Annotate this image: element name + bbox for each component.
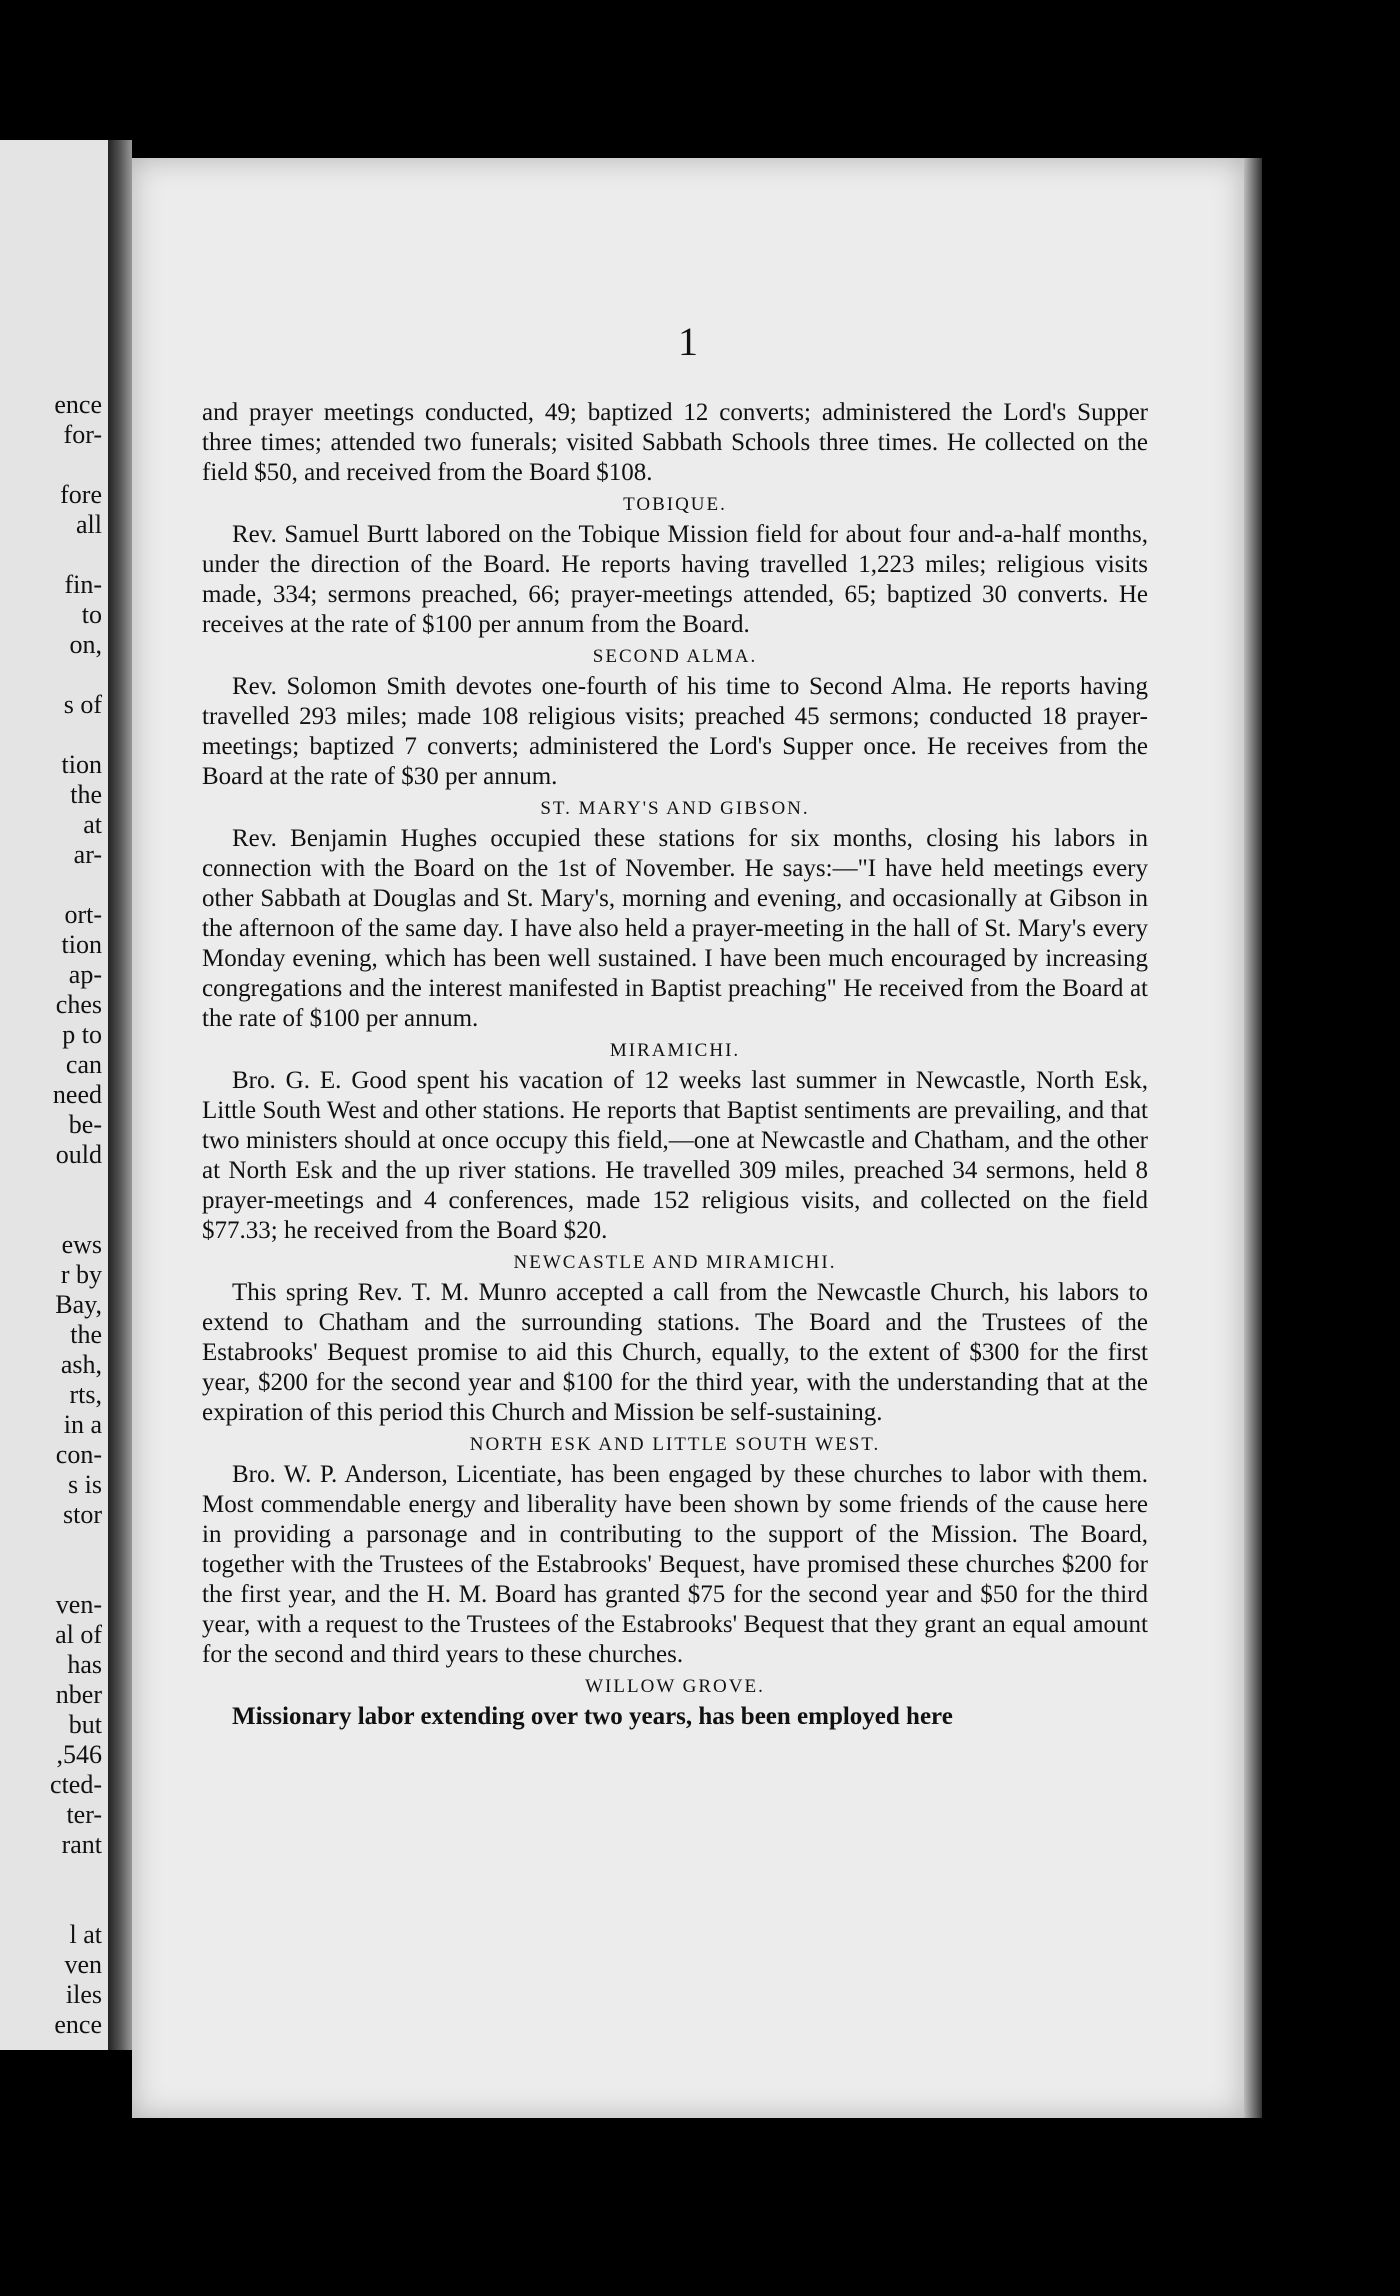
facing-page-fragment: cted-	[50, 1770, 102, 1799]
facing-page-fragment: ven	[64, 1950, 102, 1979]
facing-page-fragment: ence	[54, 390, 102, 419]
facing-page-fragment: con-	[55, 1440, 102, 1469]
facing-page-fragment: ap-	[68, 960, 102, 989]
facing-page-fragment: Bay,	[55, 1290, 102, 1319]
page-edge-shadow	[1244, 158, 1262, 2118]
facing-page-fragment	[0, 450, 102, 480]
section-text-newcastle-and-miramichi: This spring Rev. T. M. Munro accepted a call from the Newcastle Church, his labors to extend to Chatham and the surrounding stations. The Board and the Trustees of the Estabrooks' Bequest promise to aid this Church, equally, to the extent of $300 for the first year, $200 for the second year and $100 for the third year, with the understanding that at the expiration of this period this Church and Mission be self-sustaining.	[202, 1279, 1148, 1426]
facing-page-fragment: the	[70, 1320, 102, 1349]
facing-page-fragment: ches	[55, 990, 102, 1019]
section-text-st-marys-and-gibson: Rev. Benjamin Hughes occupied these stations for six months, closing his labors in connection with the Board on the 1st of November. He says:—"I have held meetings every other Sabbath at Douglas and St. Mary's, morning and evening, and occasionally at Gibson in the afternoon of the same day. I have also held a prayer-meeting in the hall of St. Mary's every Monday evening, which has been well sustained. I have been much encouraged by increasing congregations and the interest manifested in Baptist preaching" He received from the Board at the rate of $100 per annum.	[202, 825, 1148, 1032]
section-text-second-alma: Rev. Solomon Smith devotes one-fourth of his time to Second Alma. He reports having travelled 293 miles; made 108 religious visits; preached 45 sermons; conducted 18 prayer-meetings; baptized 7 converts; administered the Lord's Supper once. He receives from the Board at the rate of $30 per annum.	[202, 673, 1148, 790]
facing-page-fragment	[0, 540, 102, 570]
facing-page-fragment	[0, 1860, 102, 1890]
facing-page-fragment: s of	[63, 690, 102, 719]
facing-page-fragment: at	[83, 810, 102, 839]
facing-page-fragment: ould	[55, 1140, 102, 1169]
section-text-miramichi: Bro. G. E. Good spent his vacation of 12 weeks last summer in Newcastle, North Esk, Little South West and other stations. He reports that Baptist sentiments are prevailing, and that two ministers should at once occupy this field,—one at Newcastle and Chatham, and the other at North Esk and the up river stations. He travelled 309 miles, preached 34 sermons, held 8 prayer-meetings and 4 conferences, made 152 religious visits, and collected on the field $77.33; he received from the Board $20.	[202, 1067, 1148, 1244]
section-text-willow-grove: Missionary labor extending over two years, has been employed here	[232, 1703, 953, 1730]
facing-page-fragment: rant	[61, 1830, 102, 1859]
facing-page-fragment: the	[70, 780, 102, 809]
section-heading-second-alma: SECOND ALMA.	[592, 646, 758, 667]
facing-page-edge	[0, 140, 108, 2050]
section-text-tobique: Rev. Samuel Burtt labored on the Tobique Mission field for about four and-a-half months, under the direction of the Board. He reports having travelled 1,223 miles; religious visits made, 334; sermons preached, 66; prayer-meetings attended, 65; baptized 30 converts. He receives at the rate of $100 per annum from the Board.	[202, 521, 1148, 638]
facing-page-fragment: on,	[69, 630, 102, 659]
facing-page-fragment: for-	[63, 420, 102, 449]
book-gutter	[108, 140, 132, 2050]
facing-page-fragment: be-	[68, 1110, 102, 1139]
facing-page-fragment: has	[67, 1650, 102, 1679]
facing-page-fragment: s is	[68, 1470, 102, 1499]
facing-page-fragment: nber	[55, 1680, 102, 1709]
facing-page-fragment: r by	[60, 1260, 102, 1289]
facing-page-fragment: al of	[55, 1620, 102, 1649]
facing-page-fragment: tion	[61, 930, 102, 959]
facing-page-fragment: need	[52, 1080, 102, 1109]
facing-page-fragment: fin-	[64, 570, 102, 599]
facing-page-fragment: ash,	[60, 1350, 102, 1379]
facing-page-fragment	[0, 870, 102, 900]
facing-page-fragment	[0, 1890, 102, 1920]
section-heading-tobique: TOBIQUE.	[623, 494, 727, 515]
facing-page-fragment: tion	[61, 750, 102, 779]
facing-page-fragment: can	[65, 1050, 102, 1079]
facing-page-fragment	[0, 1170, 102, 1200]
facing-page-fragment: ,546	[56, 1740, 102, 1769]
facing-page-fragment	[0, 660, 102, 690]
document-page	[132, 158, 1244, 2118]
facing-page-fragment	[0, 1560, 102, 1590]
section-heading-miramichi: MIRAMICHI.	[609, 1040, 741, 1061]
facing-page-fragment: to	[81, 600, 102, 629]
facing-page-fragment: in a	[63, 1410, 102, 1439]
facing-page-fragment	[0, 1200, 102, 1230]
facing-page-fragment: ar-	[73, 840, 102, 869]
facing-page-fragment: ven-	[55, 1590, 102, 1619]
section-heading-willow-grove: WILLOW GROVE.	[585, 1676, 765, 1697]
facing-page-fragment: ews	[61, 1230, 102, 1259]
facing-page-fragment: all	[76, 510, 102, 539]
section-heading-newcastle-and-miramichi: NEWCASTLE AND MIRAMICHI.	[513, 1252, 837, 1273]
facing-page-text-fragments	[0, 390, 102, 2040]
facing-page-fragment: fore	[60, 480, 102, 509]
facing-page-fragment: ter-	[66, 1800, 102, 1829]
facing-page-fragment: rts,	[69, 1380, 102, 1409]
facing-page-fragment: but	[68, 1710, 102, 1739]
facing-page-fragment: p to	[62, 1020, 102, 1049]
section-heading-north-esk: NORTH ESK AND LITTLE SOUTH WEST.	[469, 1434, 881, 1455]
facing-page-fragment: ort-	[64, 900, 102, 929]
text-column	[202, 398, 1148, 1732]
section-text-north-esk: Bro. W. P. Anderson, Licentiate, has been engaged by these churches to labor with them. Most commendable energy and liberality have been shown by some friends of the cause here in providing a parsonage and in contributing to the support of the Mission. The Board, together with the Trustees of the Estabrooks' Bequest, have promised these churches $200 for the first year, and the H. M. Board has granted $75 for the second year and $50 for the third year, with a request to the Trustees of the Estabrooks' Bequest that they grant an equal amount for the second and third years to these churches.	[202, 1461, 1148, 1668]
facing-page-fragment: stor	[63, 1500, 102, 1529]
facing-page-fragment: l at	[69, 1920, 102, 1949]
section-continuation-text: and prayer meetings conducted, 49; baptized 12 converts; administered the Lord's Supper three times; attended two funerals; visited Sabbath Schools three times. He collected on the field $50, and received from the Board $108.	[202, 399, 1148, 486]
facing-page-fragment: iles	[65, 1980, 102, 2009]
page-number: 1	[678, 319, 698, 364]
facing-page-fragment	[0, 1530, 102, 1560]
facing-page-fragment: ence	[54, 2010, 102, 2039]
facing-page-fragment	[0, 720, 102, 750]
section-heading-st-marys-and-gibson: ST. MARY'S AND GIBSON.	[540, 798, 810, 819]
